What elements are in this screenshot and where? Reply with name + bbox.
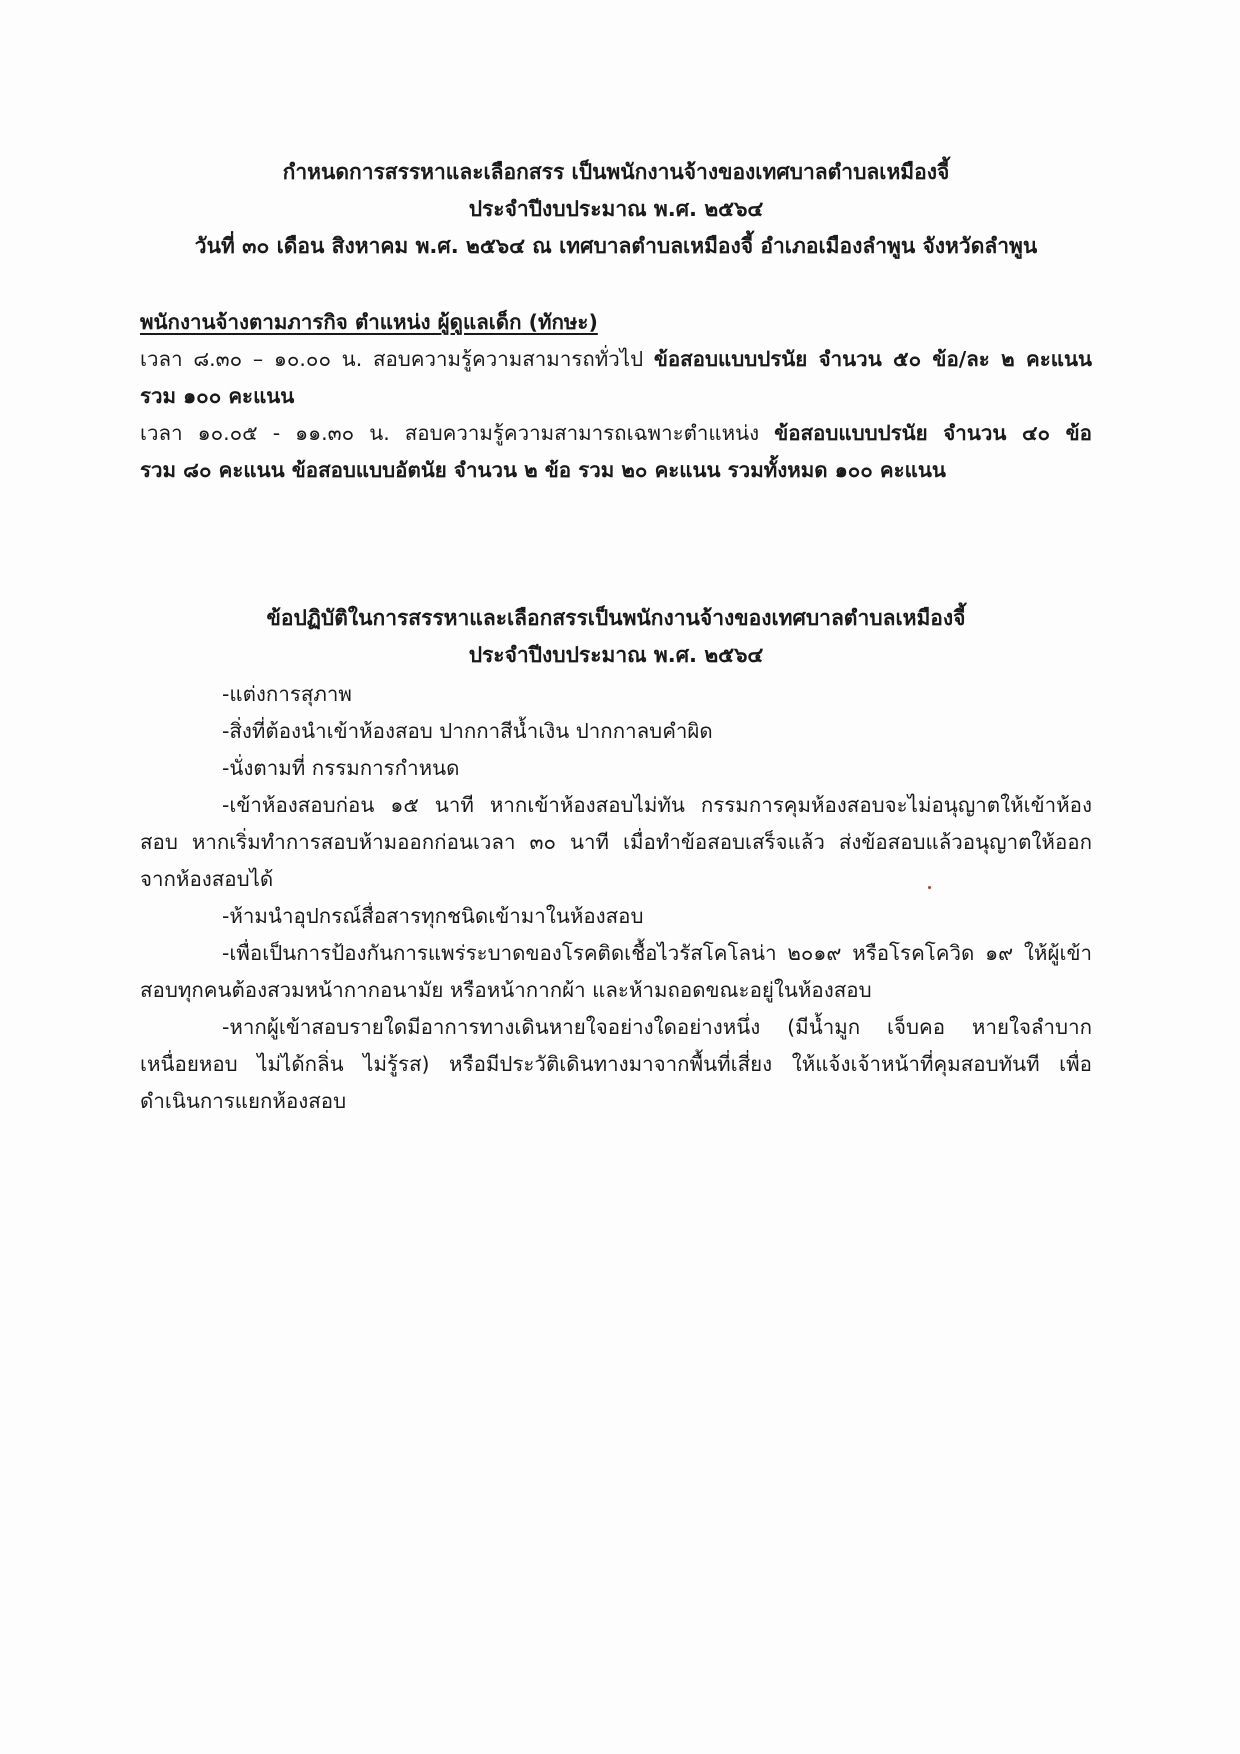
- schedule-title: [140, 154, 1092, 265]
- schedule-title-line-2: ประจำปีงบประมาณ พ.ศ. ๒๕๖๔: [468, 197, 764, 221]
- stray-ink-mark: [928, 886, 931, 889]
- session-1-time-subject: เวลา ๘.๓๐ – ๑๐.๐๐ น. สอบความรู้ความสามารถทั่วไป: [140, 347, 654, 371]
- rule-item-seating: -นั่งตามที่ กรรมการกำหนด: [222, 756, 460, 780]
- rules-title-line-2: ประจำปีงบประมาณ พ.ศ. ๒๕๖๔: [468, 643, 764, 667]
- session-2-time-subject: เวลา ๑๐.๐๕ - ๑๑.๓๐ น. สอบความรู้ความสามารถเฉพาะตำแหน่ง: [140, 421, 775, 445]
- rule-item-symptoms-line-2: เหนื่อยหอบ ไม่ได้กลิ่น ไม่รู้รส) หรือมีประวัติเดินทางมาจากพื้นที่เสี่ยง ให้แจ้งเจ้าหน้าที่คุมสอบทันที เพื่อ: [140, 1052, 1092, 1076]
- rules-title: [140, 600, 1092, 674]
- schedule-section: [140, 304, 1092, 489]
- session-2-line-1: [140, 415, 1092, 452]
- session-1-format: ข้อสอบแบบปรนัย จำนวน ๕๐ ข้อ/ละ ๒ คะแนน: [653, 347, 1092, 371]
- rule-item-symptoms-line-1: -หากผู้เข้าสอบรายใดมีอาการทางเดินหายใจอย่างใดอย่างหนึ่ง (มีน้ำมูก เจ็บคอ หายใจลำบาก: [222, 1015, 1092, 1039]
- rule-item-devices: -ห้ามนำอุปกรณ์สื่อสารทุกชนิดเข้ามาในห้องสอบ: [222, 904, 644, 928]
- rule-item-masks-line-1: -เพื่อเป็นการป้องกันการแพร่ระบาดของโรคติดเชื้อไวรัสโคโลน่า ๒๐๑๙ หรือโรคโควิด ๑๙ ให้ผู้เข้า: [222, 941, 1092, 965]
- rules-title-line-1: ข้อปฏิบัติในการสรรหาและเลือกสรรเป็นพนักงานจ้างของเทศบาลตำบลเหมืองจี้: [266, 606, 966, 630]
- schedule-title-line-3: วันที่ ๓๐ เดือน สิงหาคม พ.ศ. ๒๕๖๔ ณ เทศบาลตำบลเหมืองจี้ อำเภอเมืองลำพูน จังหวัดลำพูน: [194, 234, 1038, 258]
- session-1-total: รวม ๑๐๐ คะแนน: [140, 384, 295, 408]
- rule-item-masks-line-2: สอบทุกคนต้องสวมหน้ากากอนามัย หรือหน้ากากผ้า และห้ามถอดขณะอยู่ในห้องสอบ: [140, 978, 872, 1002]
- rule-item-masks: [140, 935, 1092, 1009]
- session-2-format: ข้อสอบแบบปรนัย จำนวน ๔๐ ข้อ: [774, 421, 1092, 445]
- session-2-total: รวม ๘๐ คะแนน ข้อสอบแบบอัตนัย จำนวน ๒ ข้อ รวม ๒๐ คะแนน รวมทั้งหมด ๑๐๐ คะแนน: [140, 458, 946, 482]
- session-1-line-1: [140, 341, 1092, 378]
- schedule-title-line-1: กำหนดการสรรหาและเลือกสรร เป็นพนักงานจ้างของเทศบาลตำบลเหมืองจี้: [282, 160, 950, 184]
- rule-item-materials: -สิ่งที่ต้องนำเข้าห้องสอบ ปากกาสีน้ำเงิน ปากกาลบคำผิด: [222, 719, 713, 743]
- position-heading: พนักงานจ้างตามภารกิจ ตำแหน่ง ผู้ดูแลเด็ก (ทักษะ): [140, 310, 598, 334]
- rule-item-arrival-line-1: -เข้าห้องสอบก่อน ๑๕ นาที หากเข้าห้องสอบไม่ทัน กรรมการคุมห้องสอบจะไม่อนุญาตให้เข้าห้อง: [222, 793, 1092, 817]
- rule-item-symptoms-line-3: ดำเนินการแยกห้องสอบ: [140, 1089, 347, 1113]
- rule-item-symptoms: [140, 1009, 1092, 1120]
- rules-list: [140, 676, 1092, 1120]
- rule-item-dress: -แต่งการสุภาพ: [222, 682, 352, 706]
- rule-item-arrival: [140, 787, 1092, 898]
- rule-item-arrival-line-2: สอบ หากเริ่มทำการสอบห้ามออกก่อนเวลา ๓๐ นาที เมื่อทำข้อสอบเสร็จแล้ว ส่งข้อสอบแล้วอนุญาตให้ออก: [140, 830, 1092, 854]
- rule-item-arrival-line-3: จากห้องสอบได้: [140, 867, 274, 891]
